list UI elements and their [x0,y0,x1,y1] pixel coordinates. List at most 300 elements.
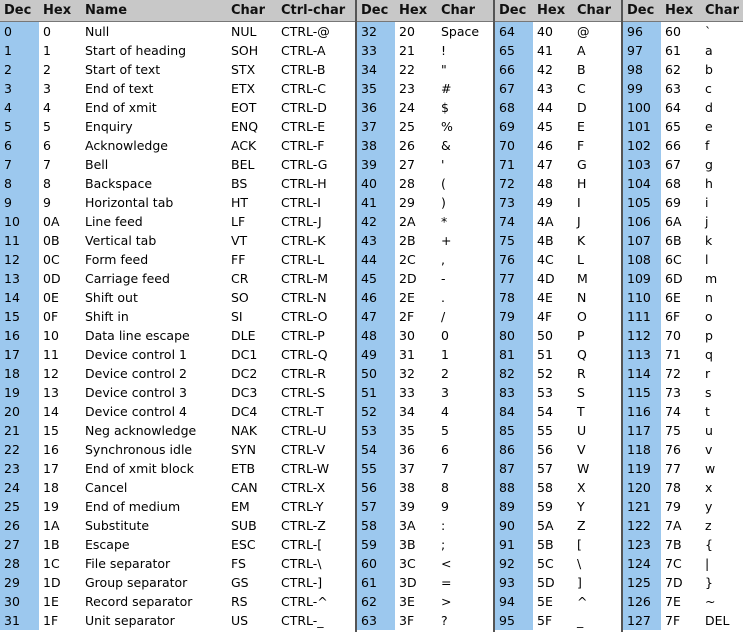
name-cell: Data line escape [85,328,190,343]
hex-cell: 68 [665,176,681,191]
dec-cell: 118 [623,440,661,459]
char-cell: B [577,62,586,77]
dec-cell: 25 [0,497,39,516]
ctrl-char-cell: CTRL-I [281,195,321,210]
hex-cell: 39 [399,499,415,514]
char-cell: Z [577,518,586,533]
table-row [357,535,493,554]
name-cell: End of text [85,81,154,96]
dec-cell: 67 [495,79,533,98]
table-row [0,326,355,345]
hex-cell: 6 [43,138,51,153]
char-cell: y [705,499,713,514]
dec-cell: 26 [0,516,39,535]
char-cell: 8 [441,480,449,495]
dec-cell: 34 [357,60,395,79]
char-cell: Space [441,24,480,39]
hex-cell: 42 [537,62,553,77]
char-cell: \ [577,556,582,571]
char-cell: V [577,442,586,457]
dec-cell: 113 [623,345,661,364]
hex-cell: 13 [43,385,59,400]
table-row [495,41,621,60]
hex-cell: 0C [43,252,60,267]
char-cell: US [231,613,249,628]
hex-cell: 43 [537,81,553,96]
ctrl-char-cell: CTRL-@ [281,24,330,39]
hex-cell: 70 [665,328,681,343]
dec-cell: 85 [495,421,533,440]
char-cell: E [577,119,585,134]
char-cell: x [705,480,713,495]
hex-cell: 6C [665,252,682,267]
dec-cell: 126 [623,592,661,611]
table-row [623,383,743,402]
table-row [623,345,743,364]
dec-cell: 97 [623,41,661,60]
hex-cell: 6D [665,271,683,286]
char-cell: C [577,81,586,96]
table-row [357,478,493,497]
dec-cell: 79 [495,307,533,326]
char-cell: RS [231,594,248,609]
hex-cell: 38 [399,480,415,495]
table-row [495,307,621,326]
table-row [0,174,355,193]
ctrl-char-cell: CTRL-U [281,423,327,438]
name-cell: File separator [85,556,171,571]
table-row [357,516,493,535]
hex-cell: 5D [537,575,555,590]
char-cell: & [441,138,451,153]
hex-cell: 62 [665,62,681,77]
char-cell: = [441,575,452,590]
dec-cell: 88 [495,478,533,497]
char-cell: DC1 [231,347,258,362]
header-char: Char [577,3,611,18]
char-cell: v [705,442,713,457]
hex-cell: 31 [399,347,415,362]
char-cell: SI [231,309,243,324]
name-cell: Record separator [85,594,193,609]
table-row [0,136,355,155]
table-row [495,250,621,269]
name-cell: End of xmit [85,100,157,115]
dec-cell: 51 [357,383,395,402]
hex-cell: 0F [43,309,59,324]
dec-cell: 53 [357,421,395,440]
table-row [623,535,743,554]
table-row [495,288,621,307]
ctrl-char-cell: CTRL-E [281,119,326,134]
char-cell: L [577,252,584,267]
dec-cell: 35 [357,79,395,98]
hex-cell: 41 [537,43,553,58]
table-row [0,592,355,611]
hex-cell: 33 [399,385,415,400]
table-row [623,117,743,136]
ctrl-char-cell: CTRL-O [281,309,328,324]
dec-cell: 12 [0,250,39,269]
dec-cell: 87 [495,459,533,478]
table-row [495,231,621,250]
dec-cell: 5 [0,117,39,136]
table-row [357,22,493,41]
char-cell: ' [441,157,445,172]
table-row [623,497,743,516]
hex-cell: 65 [665,119,681,134]
dec-cell: 2 [0,60,39,79]
char-cell: ] [577,575,582,590]
dec-cell: 39 [357,155,395,174]
header-hex: Hex [43,3,72,18]
table-row [0,459,355,478]
table-row [623,459,743,478]
char-cell: CR [231,271,249,286]
dec-cell: 60 [357,554,395,573]
char-cell: ESC [231,537,256,552]
ctrl-char-cell: CTRL-L [281,252,325,267]
dec-cell: 16 [0,326,39,345]
dec-cell: 92 [495,554,533,573]
table-row [0,193,355,212]
char-cell: A [577,43,586,58]
group-printable-32-63 [357,0,495,632]
hex-cell: 18 [43,480,59,495]
dec-cell: 76 [495,250,533,269]
table-row [623,364,743,383]
table-row [0,516,355,535]
hex-cell: 1F [43,613,59,628]
hex-cell: 19 [43,499,59,514]
hex-cell: 26 [399,138,415,153]
table-row [357,554,493,573]
table-row [623,288,743,307]
rows-printable-64-95 [495,22,621,632]
char-cell: g [705,157,713,172]
hex-cell: 69 [665,195,681,210]
header-hex: Hex [665,3,694,18]
hex-cell: 28 [399,176,415,191]
dec-cell: 127 [623,611,661,630]
dec-cell: 9 [0,193,39,212]
dec-cell: 93 [495,573,533,592]
char-cell: k [705,233,713,248]
table-row [495,98,621,117]
hex-cell: 22 [399,62,415,77]
dec-cell: 107 [623,231,661,250]
name-cell: Cancel [85,480,128,495]
table-row [495,174,621,193]
char-cell: SYN [231,442,256,457]
char-cell: m [705,271,718,286]
group-printable-96-127 [623,0,743,632]
table-row [0,98,355,117]
table-row [623,478,743,497]
hex-cell: 34 [399,404,415,419]
table-row [495,136,621,155]
table-row [357,117,493,136]
char-cell: u [705,423,713,438]
ctrl-char-cell: CTRL-A [281,43,326,58]
table-row [495,193,621,212]
hex-cell: 5A [537,518,554,533]
header-dec: Dec [0,0,39,21]
table-row [0,535,355,554]
name-cell: Substitute [85,518,150,533]
char-cell: 6 [441,442,449,457]
char-cell: * [441,214,448,229]
char-cell: 4 [441,404,449,419]
dec-cell: 112 [623,326,661,345]
name-cell: Shift out [85,290,138,305]
hex-cell: 9 [43,195,51,210]
hex-cell: 44 [537,100,553,115]
hex-cell: 45 [537,119,553,134]
table-row [0,345,355,364]
dec-cell: 65 [495,41,533,60]
hex-cell: 2B [399,233,416,248]
char-cell: ~ [705,594,716,609]
dec-cell: 101 [623,117,661,136]
table-row [495,364,621,383]
hex-cell: 5 [43,119,51,134]
dec-cell: 43 [357,231,395,250]
name-cell: Carriage feed [85,271,170,286]
dec-cell: 48 [357,326,395,345]
hex-cell: 24 [399,100,415,115]
dec-cell: 104 [623,174,661,193]
ctrl-char-cell: CTRL-H [281,176,327,191]
table-row [495,212,621,231]
hex-cell: 7D [665,575,683,590]
dec-cell: 78 [495,288,533,307]
char-cell: F [577,138,585,153]
header-char: Char [705,3,739,18]
hex-cell: 1A [43,518,60,533]
hex-cell: 1D [43,575,61,590]
table-row [623,269,743,288]
dec-cell: 108 [623,250,661,269]
ctrl-char-cell: CTRL-P [281,328,325,343]
name-cell: Device control 4 [85,404,187,419]
table-row [357,345,493,364]
hex-cell: 58 [537,480,553,495]
dec-cell: 119 [623,459,661,478]
rows-printable-32-63 [357,22,493,632]
hex-cell: 5B [537,537,554,552]
char-cell: > [441,594,452,609]
hex-cell: 4E [537,290,553,305]
table-row [0,421,355,440]
table-row [495,554,621,573]
ctrl-char-cell: CTRL-[ [281,537,323,552]
char-cell: - [441,271,446,286]
ctrl-char-cell: CTRL-Y [281,499,324,514]
table-row [357,440,493,459]
dec-cell: 115 [623,383,661,402]
dec-cell: 83 [495,383,533,402]
char-cell: / [441,309,446,324]
table-row [623,611,743,630]
char-cell: w [705,461,716,476]
char-cell: " [441,62,447,77]
header-row [0,0,355,22]
char-cell: t [705,404,710,419]
char-cell: 3 [441,385,449,400]
char-cell: DC4 [231,404,258,419]
table-row [495,497,621,516]
table-row [495,402,621,421]
ctrl-char-cell: CTRL-C [281,81,327,96]
char-cell: Y [577,499,585,514]
table-row [0,383,355,402]
char-cell: R [577,366,586,381]
char-cell: @ [577,24,590,39]
table-row [495,459,621,478]
hex-cell: 5F [537,613,553,628]
char-cell: ) [441,195,446,210]
char-cell: ETB [231,461,256,476]
dec-cell: 40 [357,174,395,193]
ctrl-char-cell: CTRL-D [281,100,327,115]
dec-cell: 98 [623,60,661,79]
dec-cell: 124 [623,554,661,573]
header-dec: Dec [623,0,661,21]
char-cell: + [441,233,452,248]
hex-cell: 49 [537,195,553,210]
ctrl-char-cell: CTRL-T [281,404,324,419]
table-row [0,573,355,592]
table-row [0,478,355,497]
dec-cell: 64 [495,22,533,41]
hex-cell: 11 [43,347,59,362]
dec-cell: 111 [623,307,661,326]
name-cell: End of medium [85,499,181,514]
hex-cell: 53 [537,385,553,400]
hex-cell: 2D [399,271,417,286]
ctrl-char-cell: CTRL-G [281,157,328,172]
name-cell: Shift in [85,309,129,324]
dec-cell: 45 [357,269,395,288]
char-cell: EOT [231,100,257,115]
name-cell: Device control 2 [85,366,187,381]
char-cell: ` [705,24,712,39]
hex-cell: 6F [665,309,681,324]
dec-cell: 84 [495,402,533,421]
char-cell: S [577,385,585,400]
table-row [495,611,621,630]
ctrl-char-cell: CTRL-V [281,442,326,457]
table-row [623,22,743,41]
dec-cell: 66 [495,60,533,79]
dec-cell: 117 [623,421,661,440]
hex-cell: 6A [665,214,682,229]
table-row [0,554,355,573]
table-row [623,307,743,326]
hex-cell: 51 [537,347,553,362]
hex-cell: 67 [665,157,681,172]
table-row [495,345,621,364]
hex-cell: 3F [399,613,415,628]
char-cell: DLE [231,328,256,343]
table-row [495,383,621,402]
table-row [623,193,743,212]
dec-cell: 30 [0,592,39,611]
char-cell: p [705,328,713,343]
char-cell: d [705,100,713,115]
hex-cell: 52 [537,366,553,381]
hex-cell: 7E [665,594,681,609]
char-cell: $ [441,100,449,115]
name-cell: Group separator [85,575,188,590]
hex-cell: 4B [537,233,554,248]
ctrl-char-cell: CTRL-_ [281,613,324,628]
table-row [0,288,355,307]
hex-cell: 78 [665,480,681,495]
char-cell: { [705,537,713,552]
hex-cell: 0A [43,214,60,229]
hex-cell: 15 [43,423,59,438]
char-cell: % [441,119,453,134]
char-cell: ETX [231,81,256,96]
group-control-chars [0,0,357,632]
table-row [623,326,743,345]
table-row [357,364,493,383]
dec-cell: 32 [357,22,395,41]
char-cell: T [577,404,585,419]
hex-cell: 48 [537,176,553,191]
dec-cell: 8 [0,174,39,193]
table-row [623,250,743,269]
char-cell: J [577,214,581,229]
table-row [623,592,743,611]
hex-cell: 76 [665,442,681,457]
char-cell: . [441,290,445,305]
table-row [357,60,493,79]
char-cell: < [441,556,452,571]
dec-cell: 49 [357,345,395,364]
table-row [495,478,621,497]
dec-cell: 1 [0,41,39,60]
char-cell: W [577,461,590,476]
hex-cell: 66 [665,138,681,153]
table-row [357,98,493,117]
char-cell: ^ [577,594,588,609]
hex-cell: 23 [399,81,415,96]
hex-cell: 0B [43,233,60,248]
hex-cell: 36 [399,442,415,457]
char-cell: c [705,81,712,96]
hex-cell: 3 [43,81,51,96]
table-row [0,117,355,136]
table-row [0,212,355,231]
hex-cell: 4 [43,100,51,115]
char-cell: LF [231,214,246,229]
hex-cell: 6E [665,290,681,305]
char-cell: SO [231,290,249,305]
hex-cell: 32 [399,366,415,381]
header-hex: Hex [399,3,428,18]
dec-cell: 100 [623,98,661,117]
char-cell: h [705,176,713,191]
table-row [357,212,493,231]
ctrl-char-cell: CTRL-K [281,233,326,248]
char-cell: BEL [231,157,255,172]
table-row [0,250,355,269]
hex-cell: 1B [43,537,60,552]
hex-cell: 21 [399,43,415,58]
